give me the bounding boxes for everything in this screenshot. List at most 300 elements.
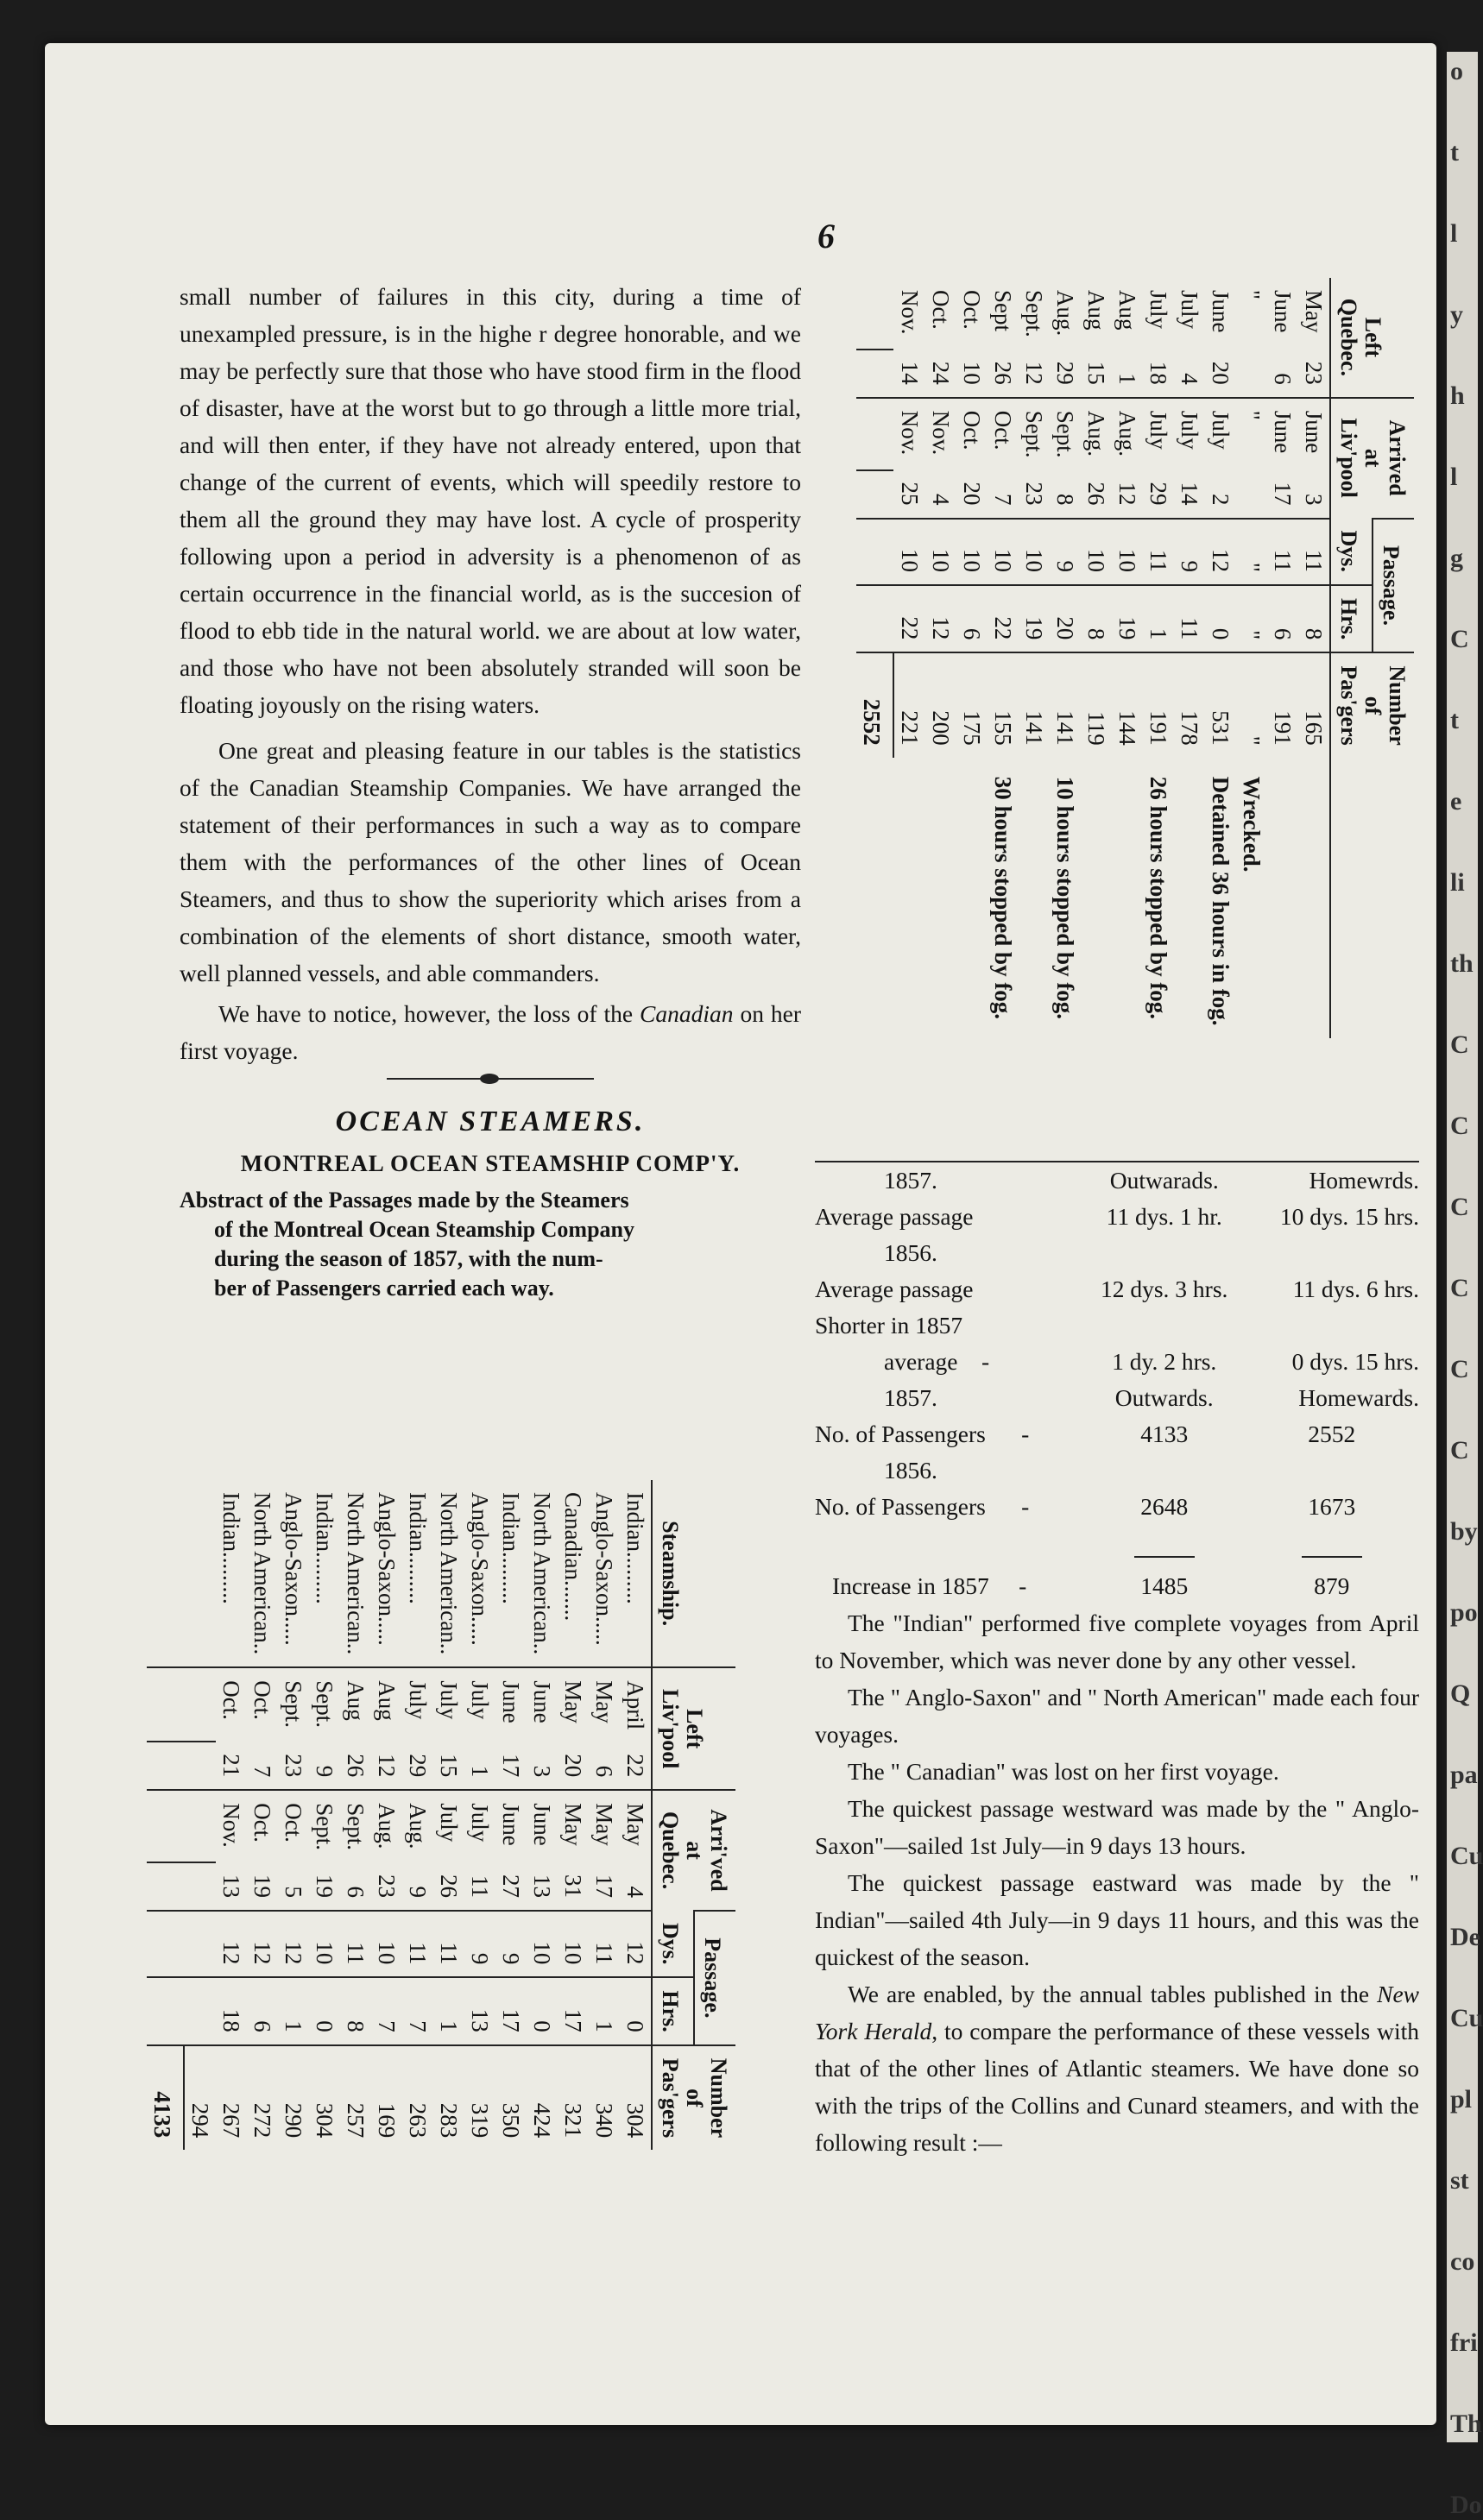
inc-out: 1485 bbox=[1140, 1572, 1189, 1599]
hours-cell: 7 bbox=[371, 1977, 402, 2044]
left-day-cell: 6 bbox=[591, 1765, 617, 1778]
edge-fragment: l bbox=[1450, 463, 1458, 491]
paragraph: The " Canadian" was lost on her first voyage. bbox=[848, 1758, 1279, 1785]
edge-fragment: C bbox=[1450, 625, 1469, 653]
passengers-cell: 350 bbox=[495, 2045, 527, 2150]
left-month-cell: July bbox=[402, 1667, 433, 1742]
arrived-month-cell: May bbox=[620, 1790, 652, 1862]
left-day-cell: 29 bbox=[1052, 361, 1078, 385]
days-cell: 11 bbox=[340, 1911, 371, 1977]
abstract bbox=[180, 1186, 801, 1303]
passengers-cell: 340 bbox=[589, 2045, 620, 2150]
arrived-day-cell: 17 bbox=[1270, 482, 1296, 506]
edge-fragment: co bbox=[1450, 2247, 1475, 2276]
table-row bbox=[433, 1480, 464, 2150]
remark-cell: Detained 36 hours in fog. bbox=[1208, 776, 1234, 1026]
table-row bbox=[1019, 278, 1050, 1038]
edge-fragment: Q bbox=[1450, 1679, 1471, 1708]
days-cell: 10 bbox=[988, 519, 1019, 585]
left-day-cell: 15 bbox=[436, 1754, 462, 1778]
passengers-label bbox=[815, 1489, 1084, 1525]
edge-fragment: Do bbox=[1450, 2491, 1482, 2519]
edge-fragment: Cu bbox=[1450, 1842, 1483, 1870]
hours-cell: 19 bbox=[1112, 585, 1143, 652]
left-month-cell: Oct. bbox=[959, 290, 985, 330]
table-row bbox=[1143, 278, 1174, 1038]
remark-cell bbox=[1112, 758, 1143, 1038]
left-day-cell: 18 bbox=[1145, 361, 1171, 385]
col-arrived: Arrived at Liv'pool bbox=[1330, 398, 1414, 519]
arrived-day-cell: 29 bbox=[1145, 482, 1171, 506]
arrived-day-cell: 4 bbox=[928, 494, 954, 506]
edge-fragment: li bbox=[1450, 868, 1465, 897]
hours-cell: 17 bbox=[495, 1977, 527, 2044]
table-row bbox=[247, 1480, 278, 2150]
passengers-cell: 200 bbox=[925, 652, 956, 757]
arrived-day-cell: 4 bbox=[622, 1886, 648, 1898]
col-left: Left Liv'pool bbox=[652, 1667, 735, 1790]
paragraph-text: We have to notice, however, the loss of the bbox=[218, 1000, 634, 1027]
arrived-month-cell: Aug. bbox=[402, 1790, 433, 1862]
hours-cell: 8 bbox=[340, 1977, 371, 2044]
remark-cell: 30 hours stopped by fog. bbox=[990, 776, 1016, 1020]
edge-fragment: C bbox=[1450, 1274, 1469, 1302]
passengers-cell: 304 bbox=[309, 2045, 340, 2150]
arrived-day-cell: 2 bbox=[1208, 494, 1234, 506]
passengers-cell: 119 bbox=[1081, 652, 1112, 757]
document-page bbox=[45, 43, 1436, 2425]
left-day-cell: 15 bbox=[1083, 361, 1109, 385]
arrived-month-cell: June bbox=[527, 1790, 558, 1862]
paragraph-text: on her first voyage. bbox=[180, 1000, 802, 1064]
arrived-day-cell: 11 bbox=[467, 1874, 493, 1898]
days-cell: 10 bbox=[1112, 519, 1143, 585]
steamship-cell: Indian......... bbox=[312, 1492, 338, 1604]
summary-table bbox=[815, 1161, 1419, 1604]
paragraph-text: , to compare the performance of these vessels with that of the other lines of Atlantic steamers. We have done so with the trips of the Collins and Cunard steamers, and with the following result :— bbox=[815, 2018, 1419, 2156]
left-month-cell: Aug bbox=[340, 1667, 371, 1742]
hours-cell: 0 bbox=[620, 1977, 652, 2044]
arrived-day-cell: 17 bbox=[591, 1874, 617, 1898]
left-day-cell: 23 bbox=[1301, 361, 1327, 385]
empty-cell bbox=[184, 1667, 216, 1742]
avg-label: Average passage bbox=[815, 1203, 974, 1230]
days-cell: 10 bbox=[527, 1911, 558, 1977]
days-cell: 10 bbox=[309, 1911, 340, 1977]
table-row bbox=[1081, 278, 1112, 1038]
table-row bbox=[1112, 278, 1143, 1038]
steamship-cell: Indian......... bbox=[498, 1492, 524, 1604]
table-row bbox=[956, 278, 988, 1038]
outward-table-rotator bbox=[147, 1480, 735, 2150]
edge-fragment: po bbox=[1450, 1598, 1478, 1627]
table-row bbox=[371, 1480, 402, 2150]
passengers-cell: 321 bbox=[558, 2045, 589, 2150]
days-cell: 11 bbox=[1267, 519, 1298, 585]
left-month-cell: May bbox=[558, 1667, 589, 1742]
left-month-cell: April bbox=[620, 1667, 652, 1742]
pas-1857-out: 4133 bbox=[1140, 1421, 1189, 1447]
left-month-cell: " bbox=[1239, 290, 1265, 300]
table-row bbox=[184, 1480, 216, 2150]
edge-fragment: De bbox=[1450, 1923, 1480, 1951]
edge-fragment: fri bbox=[1450, 2328, 1478, 2357]
arrived-day-cell: 23 bbox=[374, 1874, 400, 1898]
passengers-cell: " bbox=[1236, 652, 1267, 757]
empty-cell bbox=[184, 1742, 216, 1790]
steamship-cell: North American.. bbox=[249, 1492, 275, 1655]
average-label bbox=[815, 1344, 1084, 1380]
table-row bbox=[216, 1480, 247, 2150]
hours-cell: 6 bbox=[1267, 585, 1298, 652]
passengers-cell: 141 bbox=[1019, 652, 1050, 757]
left-month-cell: May bbox=[1301, 290, 1327, 333]
left-month-cell: Sept. bbox=[309, 1667, 340, 1742]
edge-fragment: e bbox=[1450, 787, 1462, 816]
page-number: 6 bbox=[817, 217, 835, 255]
left-day-cell: 29 bbox=[405, 1754, 431, 1778]
remark-cell: 10 hours stopped by fog. bbox=[1052, 776, 1078, 1020]
left-month-cell: Aug bbox=[1114, 290, 1140, 331]
days-cell: 9 bbox=[1050, 519, 1081, 585]
outwards-header: Outwarads. bbox=[1109, 1167, 1219, 1194]
left-column bbox=[180, 278, 801, 1303]
left-month-cell: May bbox=[589, 1667, 620, 1742]
arrived-month-cell: July bbox=[1174, 398, 1205, 470]
left-month-cell: June bbox=[495, 1667, 527, 1742]
passengers-cell: 257 bbox=[340, 2045, 371, 2150]
arrived-month-cell: Sept. bbox=[340, 1790, 371, 1862]
homeward-table bbox=[856, 278, 1414, 1038]
edge-fragment: Cu bbox=[1450, 2004, 1483, 2032]
remark-cell: Wrecked. bbox=[1239, 776, 1265, 873]
arrived-day-cell: 14 bbox=[1177, 482, 1202, 506]
left-month-cell: Aug bbox=[371, 1667, 402, 1742]
passengers-cell: 169 bbox=[371, 2045, 402, 2150]
steamship-cell: North American.. bbox=[529, 1492, 555, 1655]
left-day-cell: 22 bbox=[622, 1754, 648, 1778]
left-day-cell bbox=[1236, 350, 1267, 398]
table-row bbox=[620, 1480, 652, 2150]
col-hrs: Hrs. bbox=[1330, 585, 1373, 652]
table-row bbox=[589, 1480, 620, 2150]
year-label: 1857. bbox=[884, 1167, 937, 1194]
arrived-day-cell: 31 bbox=[560, 1874, 586, 1898]
edge-fragment: y bbox=[1450, 300, 1463, 329]
empty-cell bbox=[856, 758, 893, 1038]
empty-cell bbox=[184, 1977, 216, 2044]
left-month-cell: Aug bbox=[1083, 290, 1109, 331]
table-row bbox=[527, 1480, 558, 2150]
left-month-cell: June bbox=[1208, 290, 1234, 333]
arrived-month-cell: Aug. bbox=[1112, 398, 1143, 470]
abstract-line: ber of Passengers carried each way. bbox=[214, 1276, 554, 1301]
edge-fragment: C bbox=[1450, 1355, 1469, 1383]
left-month-cell: Oct. bbox=[216, 1667, 247, 1742]
left-day-cell: 23 bbox=[281, 1754, 306, 1778]
arrived-month-cell: Sept. bbox=[1050, 398, 1081, 470]
paragraph: The quickest passage westward was made by the " Anglo-Saxon"—sailed 1st July—in 9 days 13 hours. bbox=[815, 1795, 1419, 1859]
days-cell: 10 bbox=[925, 519, 956, 585]
empty-cell bbox=[856, 470, 893, 519]
arrived-day-cell: 13 bbox=[529, 1874, 555, 1898]
hours-cell: " bbox=[1236, 585, 1267, 652]
arrived-month-cell: June bbox=[1267, 398, 1298, 470]
year-label: 1856. bbox=[884, 1457, 937, 1484]
days-cell: 10 bbox=[1019, 519, 1050, 585]
shorter-label: Shorter in 1857 bbox=[815, 1312, 963, 1339]
passengers-cell: 290 bbox=[278, 2045, 309, 2150]
arrived-month-cell: Nov. bbox=[216, 1790, 247, 1862]
hours-cell: 7 bbox=[402, 1977, 433, 2044]
edge-fragment: t bbox=[1450, 706, 1459, 734]
arrived-day-cell: 25 bbox=[897, 482, 923, 506]
dash: - bbox=[1021, 1421, 1030, 1447]
hours-cell: 22 bbox=[893, 585, 925, 652]
left-month-cell: July bbox=[1177, 290, 1202, 330]
arrived-month-cell: Oct. bbox=[988, 398, 1019, 470]
left-day-cell: 14 bbox=[897, 361, 923, 385]
passengers-label bbox=[815, 1416, 1084, 1452]
dash: - bbox=[981, 1348, 990, 1375]
days-cell: 9 bbox=[464, 1911, 495, 1977]
table-row bbox=[278, 1480, 309, 2150]
left-month-cell: June bbox=[1270, 290, 1296, 333]
left-month-cell: Oct. bbox=[247, 1667, 278, 1742]
col-left: Left Quebec. bbox=[1330, 278, 1414, 398]
paragraph: small number of failures in this city, during a time of unexampled pressure, is in the highe r degree honorable, and we may be perfectly sure that those who have stood firm in the flood of disaster, have at the worst but to go through a little more trial, and will then enter, if they have not already entered, upon that change of the current of events, which will speedily restore to them all the ground they may have lost. A cycle of prosperity following upon a period in adversity is a phenomenon of as certain occurrence in the financial world, as is the succesion of flood to ebb tide in the natural world. we are about at low water, and those who have not been absolutely stranded will soon be floating joyously on the rising waters. bbox=[180, 283, 801, 718]
days-cell: 9 bbox=[495, 1911, 527, 1977]
passengers-cell: 144 bbox=[1112, 652, 1143, 757]
col-passage: Passage. bbox=[694, 1911, 735, 2045]
passengers-cell: 531 bbox=[1205, 652, 1236, 757]
remark-cell bbox=[956, 758, 988, 1038]
hours-cell: 0 bbox=[1205, 585, 1236, 652]
total-row bbox=[147, 1480, 184, 2150]
homeward-table-rotator bbox=[856, 278, 1414, 1038]
outward-table bbox=[147, 1480, 735, 2150]
days-cell: 12 bbox=[247, 1911, 278, 1977]
arrived-day-cell bbox=[1236, 470, 1267, 519]
table-row bbox=[1205, 278, 1236, 1038]
passengers-cell: 424 bbox=[527, 2045, 558, 2150]
edge-fragment: C bbox=[1450, 1193, 1469, 1221]
left-day-cell: 21 bbox=[218, 1754, 244, 1778]
left-day-cell: 7 bbox=[249, 1765, 275, 1778]
hours-cell: 13 bbox=[464, 1977, 495, 2044]
homewards-header: Homewards. bbox=[1298, 1384, 1419, 1411]
shorter-home: 0 dys. 15 hrs. bbox=[1291, 1348, 1419, 1375]
col-hrs: Hrs. bbox=[652, 1977, 694, 2044]
dash: - bbox=[1021, 1493, 1030, 1520]
pas-1856-out: 2648 bbox=[1140, 1493, 1189, 1520]
steamship-cell: Canadian....... bbox=[560, 1492, 586, 1622]
arrived-month-cell: July bbox=[464, 1790, 495, 1862]
left-month-cell: Sept. bbox=[1021, 290, 1047, 337]
table-row bbox=[558, 1480, 589, 2150]
arrived-month-cell: Nov. bbox=[925, 398, 956, 470]
arrived-month-cell: July bbox=[1205, 398, 1236, 470]
days-cell: 11 bbox=[1298, 519, 1330, 585]
empty-cell bbox=[147, 1480, 184, 1667]
empty-cell bbox=[184, 1790, 216, 1862]
arrived-month-cell: July bbox=[433, 1790, 464, 1862]
steamship-cell: North American.. bbox=[436, 1492, 462, 1655]
passengers-word: No. of Passengers bbox=[815, 1421, 986, 1447]
empty-cell bbox=[856, 398, 893, 470]
edge-fragment: h bbox=[1450, 381, 1465, 410]
inc-home: 879 bbox=[1314, 1572, 1350, 1599]
empty-cell bbox=[856, 350, 893, 398]
remark-cell bbox=[1019, 758, 1050, 1038]
arrived-month-cell: June bbox=[495, 1790, 527, 1862]
arrived-day-cell: 13 bbox=[218, 1874, 244, 1898]
homewards-header: Homewrds. bbox=[1309, 1167, 1419, 1194]
abstract-line: of the Montreal Ocean Steamship Company bbox=[214, 1217, 635, 1242]
remark-cell bbox=[925, 758, 956, 1038]
arrived-day-cell: 26 bbox=[1083, 482, 1109, 506]
arrived-day-cell: 8 bbox=[1052, 494, 1078, 506]
newspaper-name: New York Herald bbox=[815, 1981, 1419, 2044]
left-month-cell: Oct. bbox=[928, 290, 954, 330]
steamship-cell: Anglo-Saxon..... bbox=[374, 1492, 400, 1646]
ship-name: Canadian bbox=[640, 1000, 734, 1027]
shorter-out: 1 dy. 2 hrs. bbox=[1112, 1348, 1217, 1375]
left-day-cell: 20 bbox=[1208, 361, 1234, 385]
left-day-cell: 24 bbox=[928, 361, 954, 385]
arrived-month-cell: Sept. bbox=[1019, 398, 1050, 470]
arrived-month-cell: Aug. bbox=[1081, 398, 1112, 470]
passengers-cell: 155 bbox=[988, 652, 1019, 757]
left-month-cell: July bbox=[1145, 290, 1171, 330]
total-passengers-cell: 2552 bbox=[856, 652, 893, 757]
empty-cell bbox=[184, 1911, 216, 1977]
arrived-month-cell: Nov. bbox=[893, 398, 925, 470]
hours-cell: 1 bbox=[433, 1977, 464, 2044]
remark-cell bbox=[1298, 758, 1330, 1038]
arrived-day-cell: 5 bbox=[281, 1886, 306, 1898]
arrived-month-cell: " bbox=[1236, 398, 1267, 470]
total-passengers-cell: 4133 bbox=[147, 2045, 184, 2150]
days-cell: 11 bbox=[1143, 519, 1174, 585]
left-month-cell: Sept bbox=[990, 290, 1016, 332]
hours-cell: 1 bbox=[278, 1977, 309, 2044]
paragraph: The "Indian" performed five complete voyages from April to November, which was never done by any other vessel. bbox=[815, 1610, 1419, 1673]
empty-cell bbox=[856, 519, 893, 585]
arrived-day-cell: 27 bbox=[498, 1874, 524, 1898]
paragraph bbox=[180, 995, 801, 1069]
hours-cell: 0 bbox=[527, 1977, 558, 2044]
edge-fragment: C bbox=[1450, 1112, 1469, 1140]
passengers-cell: 141 bbox=[1050, 652, 1081, 757]
days-cell: " bbox=[1236, 519, 1267, 585]
pas-1856-home: 1673 bbox=[1308, 1493, 1356, 1520]
left-month-cell: July bbox=[464, 1667, 495, 1742]
steamship-cell: North American.. bbox=[343, 1492, 369, 1655]
passengers-cell: 267 bbox=[216, 2045, 247, 2150]
sum-rule bbox=[1084, 1525, 1244, 1568]
col-passage: Passage. bbox=[1373, 519, 1414, 653]
homeward-table-body bbox=[856, 278, 1330, 1038]
hours-cell: 8 bbox=[1298, 585, 1330, 652]
edge-fragment: th bbox=[1450, 949, 1474, 978]
hours-cell: 1 bbox=[1143, 585, 1174, 652]
days-cell: 10 bbox=[1081, 519, 1112, 585]
arrived-month-cell: Oct. bbox=[278, 1790, 309, 1862]
edge-fragment: l bbox=[1450, 219, 1458, 248]
left-day-cell: 10 bbox=[959, 361, 985, 385]
steamship-cell: Indian......... bbox=[218, 1492, 244, 1604]
left-month-cell: June bbox=[527, 1667, 558, 1742]
abstract-line: during the season of 1857, with the num- bbox=[214, 1246, 603, 1271]
left-day-cell: 6 bbox=[1270, 373, 1296, 385]
edge-fragment: pl bbox=[1450, 2085, 1473, 2114]
arrived-day-cell: 23 bbox=[1021, 482, 1047, 506]
days-cell: 10 bbox=[371, 1911, 402, 1977]
col-dys: Dys. bbox=[1330, 519, 1373, 585]
left-day-cell: 26 bbox=[990, 361, 1016, 385]
avg-1856-out: 12 dys. 3 hrs. bbox=[1100, 1276, 1228, 1302]
table-row bbox=[1174, 278, 1205, 1038]
days-cell: 12 bbox=[278, 1911, 309, 1977]
increase-word: Increase in 1857 bbox=[832, 1572, 989, 1599]
steamship-cell: Anglo-Saxon..... bbox=[467, 1492, 493, 1646]
arrived-month-cell: June bbox=[1298, 398, 1330, 470]
table-row bbox=[893, 278, 925, 1038]
table-row bbox=[402, 1480, 433, 2150]
left-month-cell: Sept. bbox=[278, 1667, 309, 1742]
days-cell: 9 bbox=[1174, 519, 1205, 585]
hours-cell: 22 bbox=[988, 585, 1019, 652]
table-row bbox=[495, 1480, 527, 2150]
hours-cell: 20 bbox=[1050, 585, 1081, 652]
right-column bbox=[815, 1161, 1419, 2161]
table-row bbox=[1050, 278, 1081, 1038]
arrived-month-cell: Aug. bbox=[371, 1790, 402, 1862]
arrived-day-cell: 19 bbox=[249, 1874, 275, 1898]
year-label: 1857. bbox=[884, 1384, 937, 1411]
days-cell: 11 bbox=[402, 1911, 433, 1977]
col-dys: Dys. bbox=[652, 1911, 694, 1977]
passengers-word: No. of Passengers bbox=[815, 1493, 986, 1520]
table-row bbox=[988, 278, 1019, 1038]
avg-1856-home: 11 dys. 6 hrs. bbox=[1292, 1276, 1419, 1302]
sum-rule bbox=[1244, 1525, 1419, 1568]
passengers-cell: 272 bbox=[247, 2045, 278, 2150]
empty-cell bbox=[147, 1742, 184, 1790]
avg-label: Average passage bbox=[815, 1276, 974, 1302]
steamship-cell: Anglo-Saxon..... bbox=[281, 1492, 306, 1646]
arrived-month-cell: Oct. bbox=[247, 1790, 278, 1862]
table-row bbox=[1267, 278, 1298, 1038]
col-number: Number of Pas'gers bbox=[652, 2045, 735, 2150]
empty-cell bbox=[147, 1790, 184, 1862]
col-number: Number of Pas'gers bbox=[1330, 652, 1414, 757]
passengers-cell: 294 bbox=[184, 2045, 216, 2150]
left-day-cell: 17 bbox=[498, 1754, 524, 1778]
col-arrived: Arri'ved at Quebec. bbox=[652, 1790, 735, 1911]
steamship-cell: Indian......... bbox=[405, 1492, 431, 1604]
arrived-day-cell: 7 bbox=[990, 494, 1016, 506]
table-row bbox=[340, 1480, 371, 2150]
days-cell: 10 bbox=[893, 519, 925, 585]
total-row bbox=[856, 278, 893, 1038]
arrived-month-cell: July bbox=[1143, 398, 1174, 470]
arrived-day-cell: 20 bbox=[959, 482, 985, 506]
hours-cell: 6 bbox=[247, 1977, 278, 2044]
hours-cell: 12 bbox=[925, 585, 956, 652]
arrived-month-cell: May bbox=[589, 1790, 620, 1862]
